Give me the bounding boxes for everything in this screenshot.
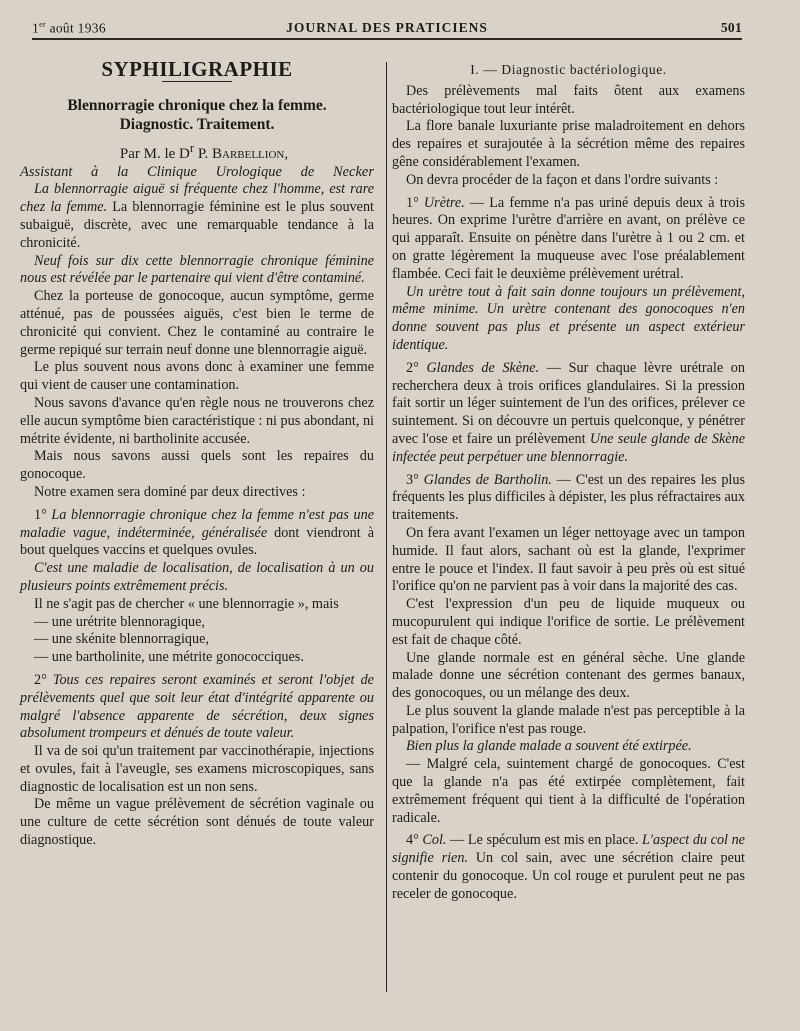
running-header	[32, 20, 742, 40]
paragraph: 4° Col. — Le spéculum est mis en place. L'aspect du col ne signifie rien. Un col sain, avec une sécrétion claire peut contenir du gonocoque. Un col rouge et purulent peut ne pas receler de gonocoque.	[392, 832, 745, 902]
paragraph: 3° Glandes de Bartholin. — C'est un des repaires les plus fréquents les plus difficiles à dépister, les plus réfractaires aux traitements.	[392, 471, 745, 524]
paragraph: Bien plus la glande malade a souvent été extirpée.	[406, 738, 692, 755]
paragraph: Le plus souvent nous avons donc à examiner une femme qui vient de causer une contamination.	[20, 359, 374, 394]
header-page-number: 501	[720, 20, 742, 35]
paragraph: 2° Tous ces repaires seront examinés et seront l'objet de prélèvements quel que soit leur état d'intégrité apparente ou malgré l'absence apparente de sécrétion, deux signes absolument trompeurs et dénués de toute valeur.	[20, 671, 374, 742]
right-column	[392, 55, 745, 904]
paragraph: Il ne s'agit pas de chercher « une blennorragie », mais	[34, 595, 339, 612]
paragraph: Mais nous savons aussi quels sont les repaires du gonocoque.	[20, 448, 374, 483]
article-title: Blennorragie chronique chez la femme. Diagnostic. Traitement.	[67, 96, 327, 133]
paragraph: 2° Glandes de Skène. — Sur chaque lèvre urétrale on recherchera deux à trois orifices glandulaires. Si la pression fait sortir un léger suintement de l'un des orifices, prélever ce suintement. Si on découvre un pertuis quelconque, y pénétrer avec l'ose et faire un prélèvement Une seule glande de Skène infectée peut perpétuer une blennorragie.	[392, 359, 745, 465]
paragraph: Nous savons d'avance qu'en règle nous ne trouverons chez elle aucun symptôme bien caractéristique : ni pus abondant, ni métrite évidente, ni bartholinite accusée.	[20, 394, 374, 447]
paragraph: Une glande normale est en général sèche. Une glande malade donne une sécrétion contenant des germes banaux, des gonocoques, ou un mélange des deux.	[392, 649, 745, 702]
paragraph: On devra procéder de la façon et dans l'ordre suivants :	[406, 171, 719, 188]
paragraph: La flore banale luxuriante prise maladroitement en dehors des repaires et surajoutée à la sécrétion même des repaires gêne considérablement l'examen.	[392, 118, 745, 170]
paragraph: C'est une maladie de localisation, de localisation à un ou plusieurs points extrêmement précis.	[20, 560, 374, 594]
right-body-text	[392, 83, 745, 904]
paragraph: Notre examen sera dominé par deux directives :	[34, 483, 306, 500]
paragraph: Des prélèvements mal faits ôtent aux examens bactériologique tout leur intérêt.	[392, 82, 745, 117]
header-journal-title: JOURNAL DES PRATICIENS	[286, 20, 488, 35]
paragraph: 1° Urètre. — La femme n'a pas uriné depuis deux à trois heures. On exprime l'urètre d'arrière en avant, on prélève ce qui apparaît. Ensuite on pénètre dans l'urètre à 1 ou 2 cm. et on gratte légèrement la muqueuse avec l'ose préalablement flambée. Ceci fait le deuxième prélèvement urétral.	[392, 194, 745, 282]
paragraph: De même un vague prélèvement de sécrétion vaginale ou une culture de cette sécrétion sont dénués de toute valeur diagnostique.	[20, 796, 374, 849]
paragraph: La blennorragie aiguë si fréquente chez l'homme, est rare chez la femme. La blennorragie féminine est le plus souvent subaiguë, discrète, avec une remarquable tendance à la chronicité.	[20, 181, 374, 251]
paragraph: Un urètre tout à fait sain donne toujours un prélèvement, même minime. Un urètre contenant des gonocoques n'en donne souvent pas plus et présente un aspect extérieur identique.	[392, 283, 745, 353]
paragraph: — une skénite blennorragique,	[34, 631, 209, 648]
section-title: SYPHILIGRAPHIE	[101, 57, 293, 81]
left-column	[20, 55, 374, 850]
paragraph: — une urétrite blennoragique,	[34, 613, 205, 630]
author-affiliation: Assistant à la Clinique Urologique de Necker	[20, 163, 374, 180]
paragraph: 1° La blennorragie chronique chez la femme n'est pas une maladie vague, indéterminée, généralisée dont viendront à bout quelques vaccins et quelques ovules.	[20, 506, 374, 559]
header-date: 1er août 1936	[32, 20, 106, 36]
article-byline: Par M. le $D^r$ P. Barbellion,	[119, 140, 289, 162]
paragraph: — une bartholinite, une métrite gonococciques.	[34, 649, 304, 666]
paragraph: On fera avant l'examen un léger nettoyage avec un tampon humide. Il faut alors, sachant où est la glande, l'exprimer entre le pouce et l'index. Il faut savoir à peu près où est situé l'orifice qu'on ne parvient pas à voir dans la majorité des cas.	[392, 524, 745, 595]
paragraph: Neuf fois sur dix cette blennorragie chronique féminine nous est révélée par le partenaire qui vient d'être contaminé.	[20, 252, 374, 287]
paragraph: Il va de soi qu'un traitement par vaccinothérapie, injections et ovules, fait à l'aveugle, ses examens microscopiques, sans diagnostic de localisation est un non sens.	[20, 743, 374, 795]
header-rule	[32, 38, 742, 40]
left-body-text	[20, 181, 374, 849]
paragraph: Chez la porteuse de gonocoque, aucun symptôme, germe atténué, pas de poussées aiguës, c'est bien le terme de chronicité qui convient. Chez le contaminé au contraire le germe repiqué sur terrain neuf donne une blennorragie aiguë.	[20, 288, 374, 358]
subsection-heading: I. — Diagnostic bactériologique.	[470, 62, 667, 77]
paragraph: — Malgré cela, suintement chargé de gonocoques. C'est que la glande n'a pas été extirpée complètement, fait extrêmement fréquent qui tient à la difficulté de l'opération radicale.	[392, 756, 745, 826]
column-divider	[386, 62, 387, 992]
paragraph: Le plus souvent la glande malade n'est pas perceptible à la palpation, l'orifice n'est pas rouge.	[392, 702, 745, 737]
paragraph: C'est l'expression d'un peu de liquide muqueux ou mucopurulent qui indique l'orifice de sortie. Le prélèvement est fait de chaque côté.	[392, 596, 745, 648]
